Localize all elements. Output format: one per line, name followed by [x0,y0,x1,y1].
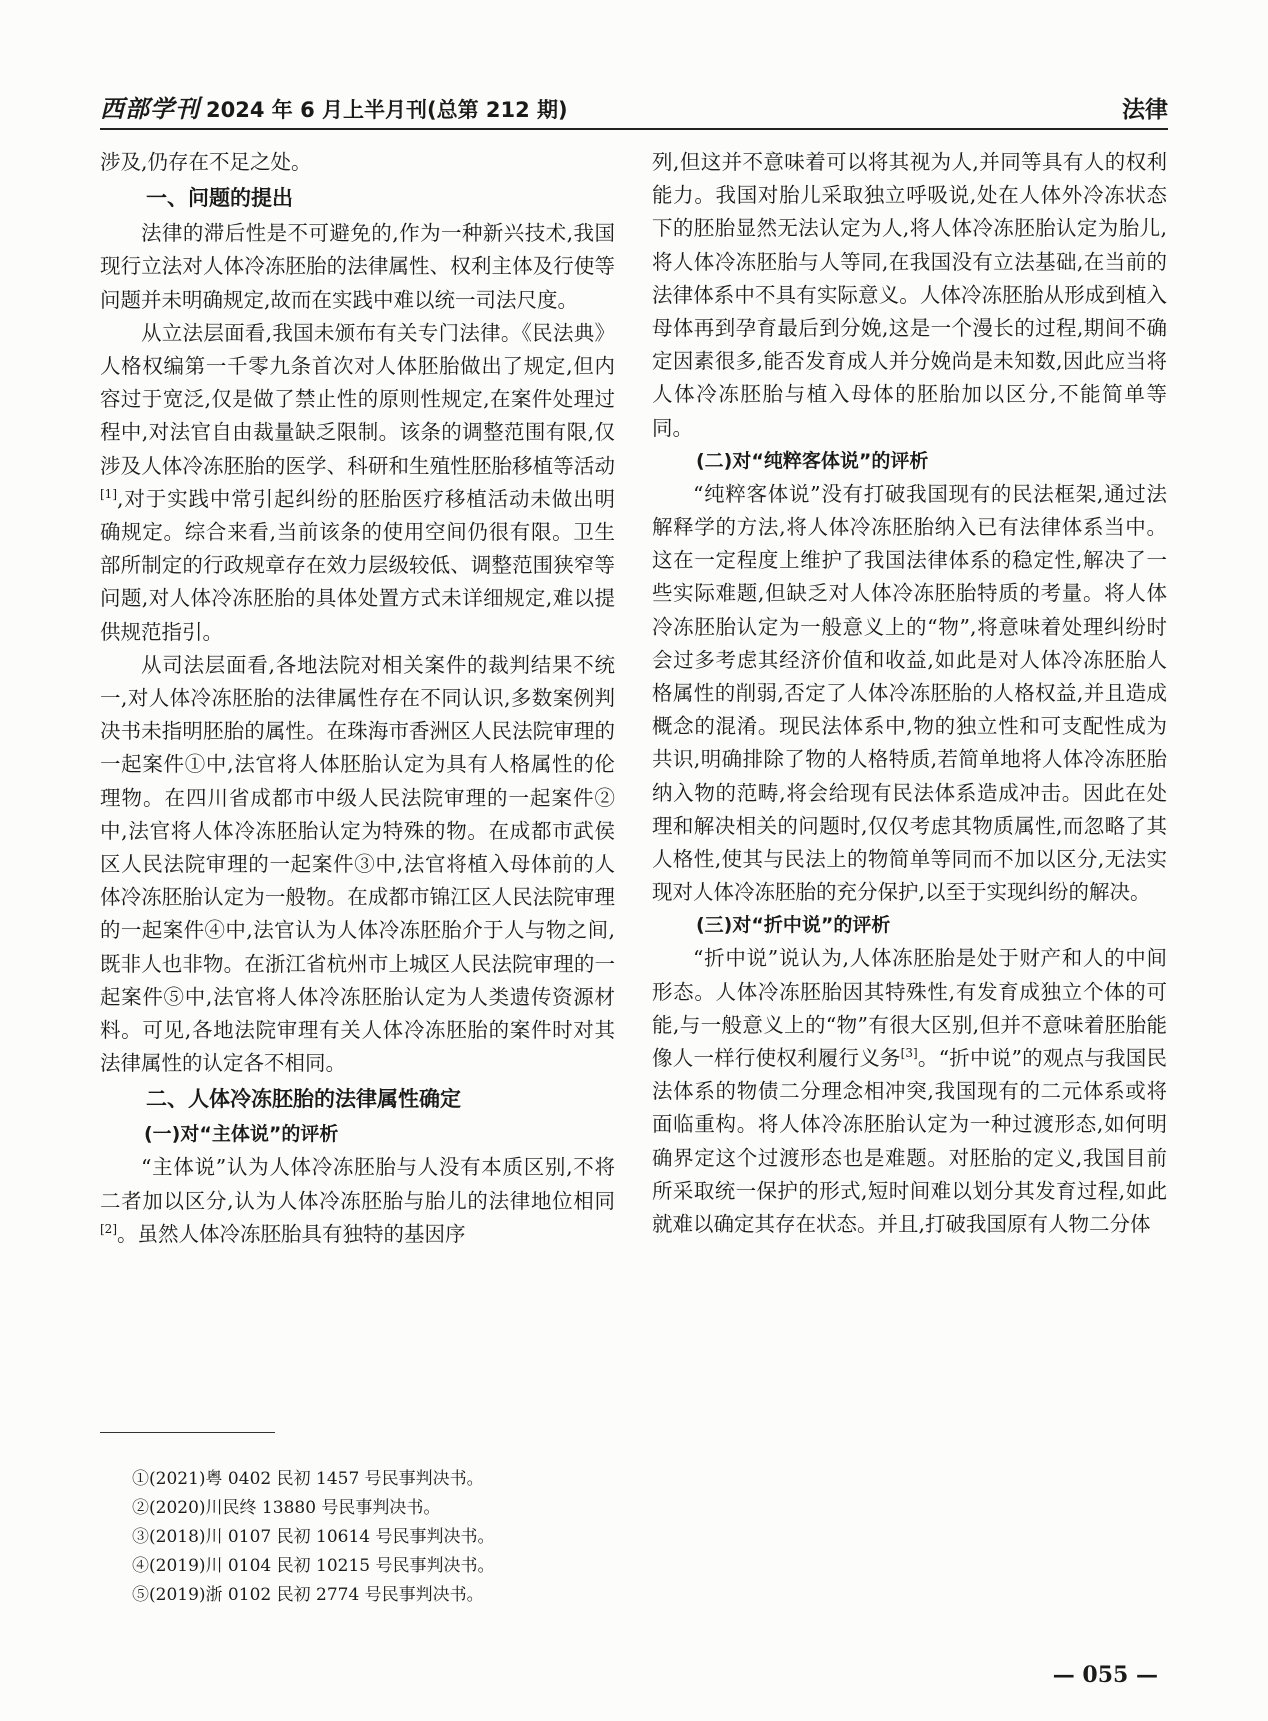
paragraph: “纯粹客体说”没有打破我国现有的民法框架,通过法解释学的方法,将人体冷冻胚胎纳入已有法律体系当中。这在一定程度上维护了我国法律体系的稳定性,解决了一些实际难题,但缺乏对人体冷冻胚胎特质的考量。将人体冷冻胚胎认定为一般意义上的“物”,将意味着处理纠纷时会过多考虑其经济价值和收益,如此是对人体冷冻胚胎人格属性的削弱,否定了人体冷冻胚胎的人格权益,并且造成概念的混淆。现民法体系中,物的独立性和可支配性成为共识,明确排除了物的人格特质,若简单地将人体冷冻胚胎纳入物的范畴,将会给现有民法体系造成冲击。因此在处理和解决相关的问题时,仅仅考虑其物质属性,而忽略了其人格性,使其与民法上的物简单等同而不加以区分,无法实现对人体冷冻胚胎的充分保护,以至于实现纠纷的解决。 [652,481,1167,905]
footnote: ⑤(2019)浙 0102 民初 2774 号民事判决书。 [132,1585,484,1605]
subsection-heading: (二)对“纯粹客体说”的评析 [696,449,929,472]
paragraph-text: ,对于实践中常引起纠纷的胚胎医疗移植活动未做出明确规定。综合来看,当前该条的使用空间仍很有限。卫生部所制定的行政规章存在效力层级较低、调整范围狭窄等问题,对人体冷冻胚胎的具体处置方式未详细规定,难以提供规范指引。 [100,486,615,644]
citation-ref: [2] [100,1222,117,1237]
paragraph-text: 。“折中说”的观点与我国民法体系的物债二分理念相冲突,我国现有的二元体系或将面临重构。将人体冷冻胚胎认定为一种过渡形态,如何明确界定这个过渡形态也是难题。对胚胎的定义,我国目前所采取统一保护的形式,短时间难以划分其发育过程,如此就难以确定其存在状态。并且,打破我国原有人物二分体 [652,1046,1167,1237]
footnote: ①(2021)粤 0402 民初 1457 号民事判决书。 [132,1469,484,1489]
subsection-heading: (三)对“折中说”的评析 [696,914,891,937]
subsection-heading: (一)对“主体说”的评析 [144,1123,339,1146]
journal-logo: 西部学刊 [100,94,200,123]
citation-ref: [3] [900,1046,918,1061]
paragraph [100,317,615,649]
section-heading: 二、人体冷冻胚胎的法律属性确定 [146,1087,461,1112]
paragraph: 涉及,仍存在不足之处。 [100,150,312,174]
section-label: 法律 [1122,97,1168,123]
footnote-rule [100,1432,275,1433]
paragraph [100,1151,615,1251]
paragraph-text: 从立法层面看,我国未颁布有关专门法律。《民法典》人格权编第一千零九条首次对人体胚胎做出了规定,但内容过于宽泛,仅是做了禁止性的原则性规定,在案件处理过程中,对法官自由裁量缺乏限制。该条的调整范围有限,仅涉及人体冷冻胚胎的医学、科研和生殖性胚胎移植等活动 [100,320,615,478]
page-number: — 055 — [1052,1662,1158,1688]
issue-info: 2024 年 6 月上半月刊(总第 212 期) [206,98,568,122]
paragraph-text: “折中说”说认为,人体冻胚胎是处于财产和人的中间形态。人体冷冻胚胎因其特殊性,有发育成独立个体的可能,与一般意义上的“物”有很大区别,但并不意味着胚胎能像人一样行使权利履行义务 [652,946,1167,1071]
running-header [100,88,1168,124]
paragraph: 法律的滞后性是不可避免的,作为一种新兴技术,我国现行立法对人体冷冻胚胎的法律属性、权利主体及行使等问题并未明确规定,故而在实践中难以统一司法尺度。 [100,221,615,312]
right-column [652,146,1167,1241]
citation-ref: [1] [100,487,117,501]
footnote: ③(2018)川 0107 民初 10614 号民事判决书。 [132,1527,495,1547]
header-left [100,89,568,124]
section-heading: 一、问题的提出 [146,186,293,211]
paragraph: 从司法层面看,各地法院对相关案件的裁判结果不统一,对人体冷冻胚胎的法律属性存在不同认识,多数案例判决书未指明胚胎的属性。在珠海市香洲区人民法院审理的一起案件①中,法官将人体胚胎认定为具有人格属性的伦理物。在四川省成都市中级人民法院审理的一起案件②中,法官将人体冷冻胚胎认定为特殊的物。在成都市武侯区人民法院审理的一起案件③中,法官将植入母体前的人体冷冻胚胎认定为一般物。在成都市锦江区人民法院审理的一起案件④中,法官认为人体冷冻胚胎介于人与物之间,既非人也非物。在浙江省杭州市上城区人民法院审理的一起案件⑤中,法官将人体冷冻胚胎认定为人类遗传资源材料。可见,各地法院审理有关人体冷冻胚胎的案件时对其法律属性的认定各不相同。 [100,652,615,1076]
footnote: ④(2019)川 0104 民初 10215 号民事判决书。 [132,1556,495,1576]
left-column [100,146,615,1251]
footnote: ②(2020)川民终 13880 号民事判决书。 [132,1498,441,1518]
paragraph [652,942,1167,1241]
paragraph-text: 。虽然人体冷冻胚胎具有独特的基因序 [117,1221,466,1246]
footnotes [132,1465,495,1610]
header-rule [100,128,1168,130]
paragraph: 列,但这并不意味着可以将其视为人,并同等具有人的权利能力。我国对胎儿采取独立呼吸说,处在人体外冷冻状态下的胚胎显然无法认定为人,将人体冷冻胚胎认定为胎儿,将人体冷冻胚胎与人等同,在我国没有立法基础,在当前的法律体系中不具有实际意义。人体冷冻胚胎从形成到植入母体再到孕育最后到分娩,这是一个漫长的过程,期间不确定因素很多,能否发育成人并分娩尚是未知数,因此应当将人体冷冻胚胎与植入母体的胚胎加以区分,不能简单等同。 [652,150,1167,440]
paragraph-text: “主体说”认为人体冷冻胚胎与人没有本质区别,不将二者加以区分,认为人体冷冻胚胎与胎儿的法律地位相同 [100,1155,615,1213]
